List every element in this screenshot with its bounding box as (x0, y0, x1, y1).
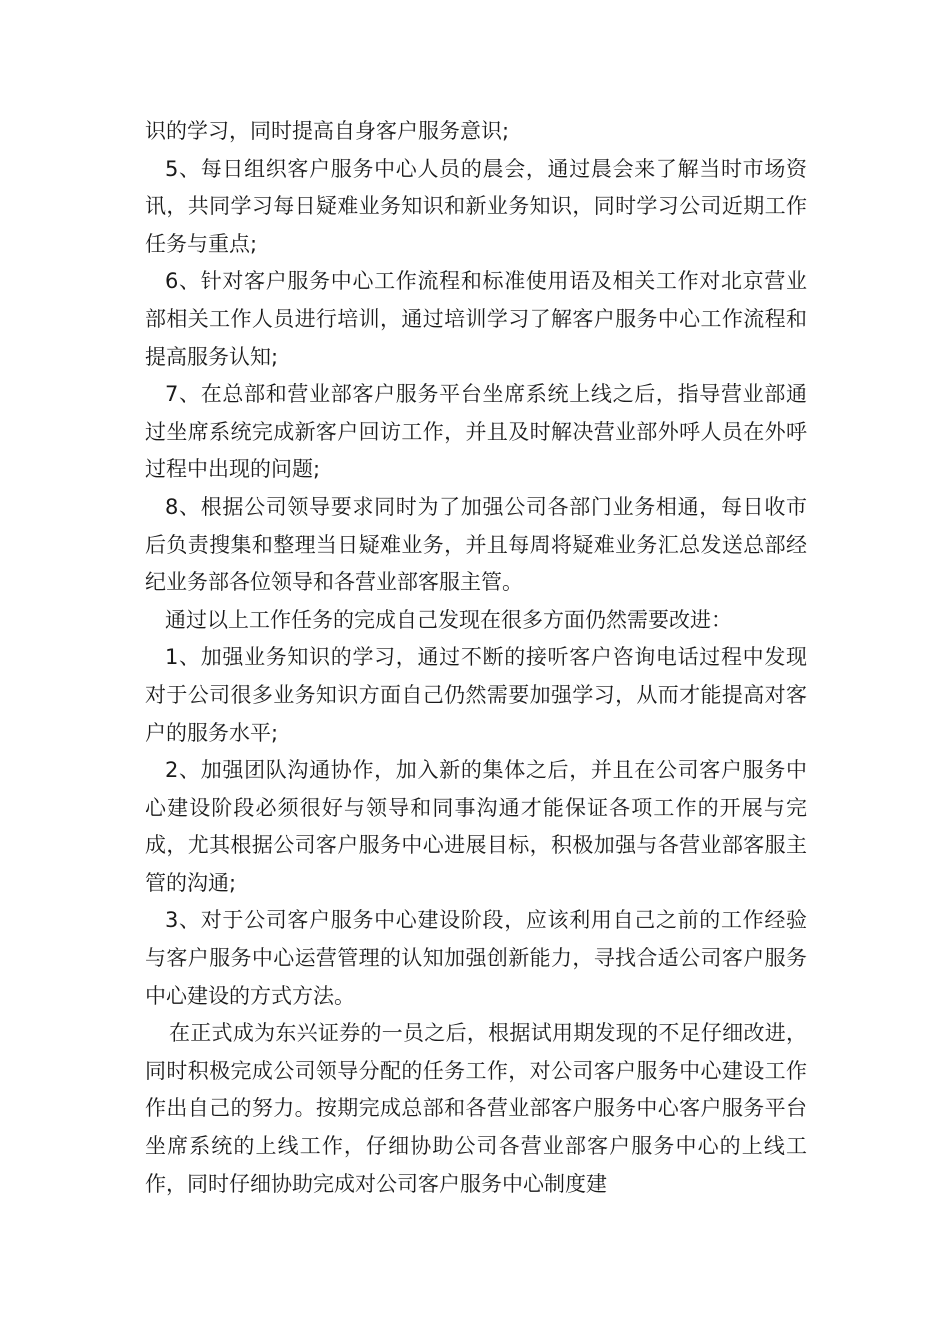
paragraph-item-7: 7、在总部和营业部客户服务平台坐席系统上线之后，指导营业部通过坐席系统完成新客户回访工作，并且及时解决营业部外呼人员在外呼过程中出现的问题; (145, 382, 807, 482)
body-text (145, 113, 807, 1203)
paragraph-improvement-3: 3、对于公司客户服务中心建设阶段，应该利用自己之前的工作经验与客户服务中心运营管理的认知加强创新能力，寻找合适公司客户服务中心建设的方式方法。 (145, 908, 807, 1008)
paragraph-item-5: 5、每日组织客户服务中心人员的晨会，通过晨会来了解当时市场资讯，共同学习每日疑难业务知识和新业务知识，同时学习公司近期工作任务与重点; (145, 156, 807, 256)
paragraph-improvement-intro: 通过以上工作任务的完成自己发现在很多方面仍然需要改进： (165, 607, 732, 632)
paragraph-item-8: 8、根据公司领导要求同时为了加强公司各部门业务相通，每日收市后负责搜集和整理当日疑难业务，并且每周将疑难业务汇总发送总部经纪业务部各位领导和各营业部客服主管。 (145, 494, 807, 595)
paragraph-conclusion: 在正式成为东兴证券的一员之后，根据试用期发现的不足仔细改进，同时积极完成公司领导分配的任务工作，对公司客户服务中心建设工作作出自己的努力。按期完成总部和各营业部客户服务中心客户服务平台坐席系统的上线工作，仔细协助公司各营业部客户服务中心的上线工作，同时仔细协助完成对公司客户服务中心制度建 (145, 1021, 807, 1196)
paragraph-improvement-2: 2、加强团队沟通协作，加入新的集体之后，并且在公司客户服务中心建设阶段必须很好与领导和同事沟通才能保证各项工作的开展与完成，尤其根据公司客户服务中心进展目标，积极加强与各营业部客服主管的沟通; (145, 758, 807, 895)
paragraph-continuation: 识的学习，同时提高自身客户服务意识; (145, 119, 510, 143)
paragraph-improvement-1: 1、加强业务知识的学习，通过不断的接听客户咨询电话过程中发现对于公司很多业务知识方面自己仍然需要加强学习，从而才能提高对客户的服务水平; (145, 645, 807, 745)
paragraph-item-6: 6、针对客户服务中心工作流程和标准使用语及相关工作对北京营业部相关工作人员进行培训，通过培训学习了解客户服务中心工作流程和提高服务认知; (145, 269, 807, 369)
